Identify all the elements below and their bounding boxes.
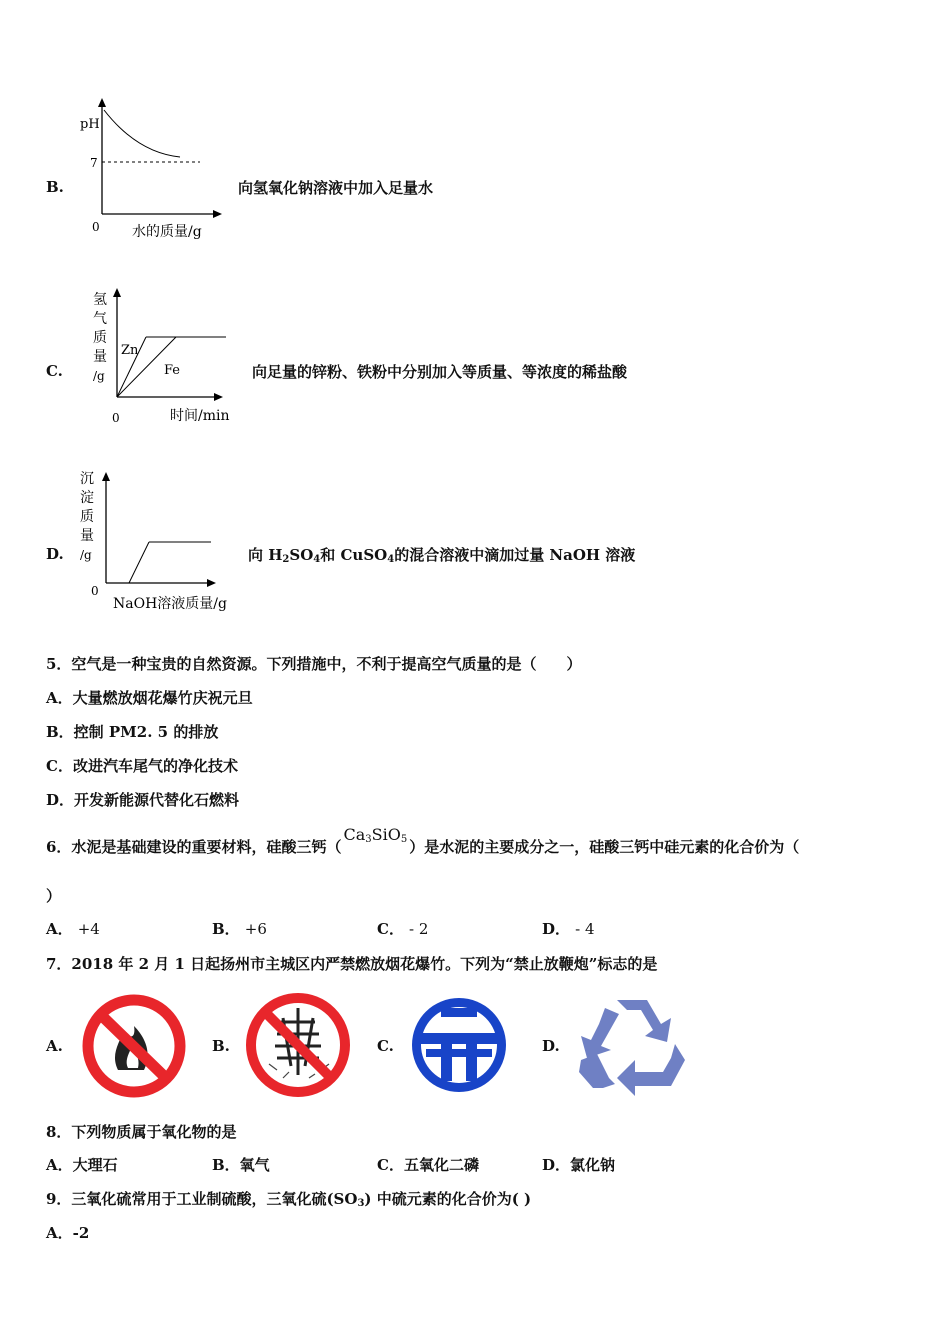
no-firecrackers-sign-icon[interactable] [243,990,353,1100]
graph-d-y-char-3: 质 [80,509,94,525]
graph-c-hydrogen-chart [84,282,244,430]
graph-c-y-char-2: 气 [93,311,107,327]
option-b-label: B. [46,178,64,196]
graph-c-x-label: 时间/min [170,408,230,424]
graph-c-series-zn: Zn [121,343,139,358]
q6-option-b[interactable]: B． +6 [212,920,267,938]
q8-option-c[interactable]: C．五氧化二磷 [377,1156,479,1174]
q5-option-d[interactable]: D．开发新能源代替化石燃料 [46,791,240,809]
q8-option-d[interactable]: D．氯化钠 [542,1156,616,1174]
graph-d-y-char-1: 沉 [80,471,94,487]
graph-c-origin: 0 [112,411,120,425]
q7-stem: 7．2018 年 2 月 1 日起扬州市主城区内严禁燃放烟花爆竹。下列为“禁止放鞭炮”标志的是 [46,955,658,973]
q5-option-a[interactable]: A．大量燃放烟花爆竹庆祝元旦 [46,689,253,707]
graph-c-y-char-4: 量 [93,349,107,365]
q5-option-c[interactable]: C．改进汽车尾气的净化技术 [46,757,238,775]
graph-d-precipitate-chart [74,464,246,614]
q6-formula: $Ca_3SiO_5$ [343,825,408,845]
option-d-label: D. [46,545,64,563]
graph-b-ph-curve [70,92,230,242]
q9-option-a[interactable]: A．-2 [46,1224,90,1242]
graph-b-x-label: 水的质量/g [132,224,202,240]
q6-stem-end: ） [46,887,62,905]
graph-d-y-char-4: 量 [80,528,94,544]
recycle-icon[interactable] [575,994,689,1098]
graph-c-y-char-3: 质 [93,330,107,346]
no-fire-sign-icon[interactable] [80,992,188,1100]
graph-d-x-label: NaOH溶液质量/g [113,596,227,612]
q5-stem: 5．空气是一种宝贵的自然资源。下列措施中，不利于提高空气质量的是（ ） [46,655,582,673]
q8-option-b[interactable]: B．氧气 [212,1156,270,1174]
graph-b-tick-7: 7 [90,156,98,170]
graph-c-y-unit: /g [93,369,105,383]
q7-option-a-label[interactable]: A. [46,1037,63,1055]
q9-stem: 9．三氧化硫常用于工业制硫酸，三氧化硫$(SO_3)$ 中硫元素的化合价为( ) [46,1190,532,1209]
graph-c-series-fe: Fe [164,363,181,378]
graph-d-description: 向 $H_2SO_4$和 CuSO$_4$的混合溶液中滴加过量 NaOH 溶液 [248,546,636,565]
q6-stem: 6．水泥是基础建设的重要材料，硅酸三钙（$Ca_3SiO_5$ ）是水泥的主要成分之一，硅酸三钙中硅元素的化合价为（ [46,825,800,856]
q5-option-b[interactable]: B．控制 PM2. 5 的排放 [46,723,219,741]
graph-c-description: 向足量的锌粉、铁粉中分别加入等质量、等浓度的稀盐酸 [252,363,628,381]
option-c-label: C. [46,362,63,380]
graph-d-origin: 0 [91,584,99,598]
graph-d-y-unit: /g [80,548,92,562]
q6-option-a[interactable]: A． +4 [46,920,100,938]
graph-b-origin: 0 [92,220,100,234]
blue-circle-sign-icon[interactable] [408,994,510,1096]
q6-option-c[interactable]: C． - 2 [377,920,429,938]
q7-option-d-label[interactable]: D. [542,1037,560,1055]
q6-option-d[interactable]: D． - 4 [542,920,595,938]
graph-c-y-char-1: 氢 [93,292,107,308]
q7-option-c-label[interactable]: C. [377,1037,394,1055]
q8-option-a[interactable]: A．大理石 [46,1156,118,1174]
q7-option-b-label[interactable]: B. [212,1037,230,1055]
graph-d-y-char-2: 淀 [80,490,94,506]
graph-b-description: 向氢氧化钠溶液中加入足量水 [238,179,434,197]
graph-b-y-label: pH [80,117,100,132]
q8-stem: 8．下列物质属于氧化物的是 [46,1123,237,1141]
